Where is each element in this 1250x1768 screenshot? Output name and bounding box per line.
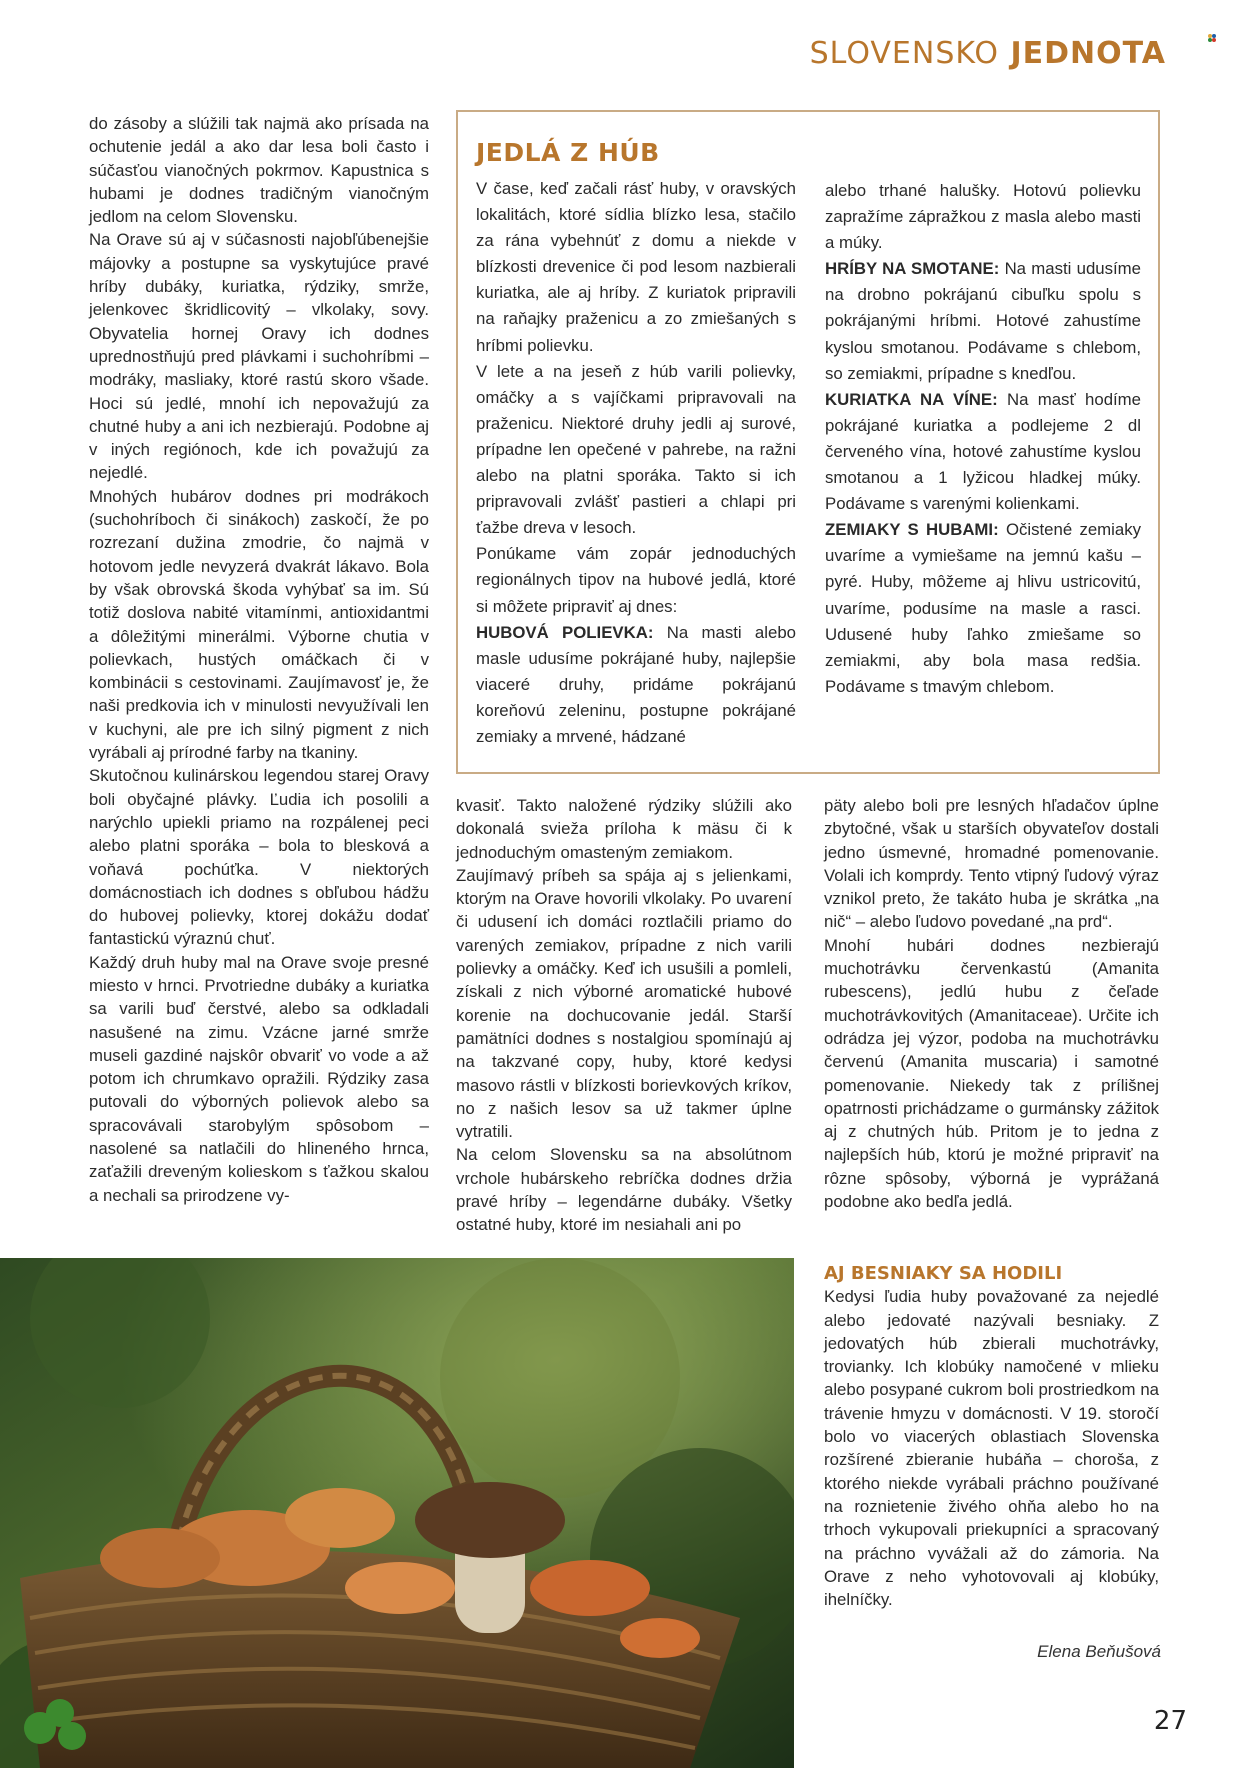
- paragraph: Mnohí hubári dodnes nezbierajú muchotrávku červenkastú (Amanita rubescens), jedlú hubu z čeľade muchotrávkovitých (Amanitaceae). Určite ich odrádza jej výzor, podoba na muchotrávku červenú (Amanita muscaria) i samotné pomenovanie. Niekedy tak z prílišnej opatrnosti prichádzame o gurmánsky zážitok aj z chutných húb. Pritom je to jedna z najlepších húb, ktorú je možné pripraviť na rôzne spôsoby, výborná je vyprážaná podobne ako bedľa jedlá.: [824, 935, 1159, 1212]
- brand-part2: JEDNOTA: [1010, 36, 1166, 71]
- paragraph: Skutočnou kulinárskou legendou starej Oravy boli obyčajné plávky. Ľudia ich posolili a narýchlo upiekli priamo na rozpálenej peci alebo platni sporáka – bola to blesková a voňavá pochúťka. V niektorých domácnostiach ich dodnes s obľubou hádžu do hubovej polievky, ktorej dokážu dodať fantastickú výraznú chuť.: [89, 766, 429, 949]
- recipe-label: ZEMIAKY S HUBAMI:: [825, 520, 999, 540]
- column-middle: [456, 794, 792, 1237]
- page-number: 27: [1153, 1706, 1187, 1736]
- recipe-text: Na masť hodíme pokrájané kuriatka a podlejeme 2 dl červeného vína, hotové zahustíme kyslou smotanou a 1 lyžicou hladkej múky. Podávame s varenými kolienkami.: [825, 389, 1141, 514]
- recipe-zemiaky: [825, 517, 1141, 700]
- column-left: [89, 112, 429, 1207]
- column-right: [824, 794, 1159, 1213]
- paragraph: alebo trhané halušky. Hotovú polievku zapražíme zápražkou z masla alebo masti a múky.: [825, 181, 1141, 253]
- paragraph: V čase, keď začali rásť huby, v oravských lokalitách, ktoré sídlia blízko lesa, stačilo za rána vybehnúť z domu a niekde v blízkosti drevenice či pod lesom nazbierali kuriatka, ale aj hríby. Z kuriatok pripravili na raňajky praženicu a zo zmiešaných s hríbmi polievku.: [476, 179, 796, 355]
- paragraph: V lete a na jeseň z húb varili polievky, omáčky a s vajíčkami pripravovali na praženicu. Niektoré druhy jedli aj surové, prípadne len opečené v pahrebe, na ražni alebo na platni sporáka. Takto si ich pripravovali zvlášť pastieri a chlapi pri ťažbe dreva v lesoch.: [476, 361, 796, 538]
- paragraph: Na Orave sú aj v súčasnosti najobľúbenejšie májovky a postupne sa vyskytujúce pravé hríby dubáky, kuriatka, rýdziky, smrže, jelenkovec škridlicovitý – vlkolaky, sovy. Obyvatelia hornej Oravy ich dodnes uprednostňujú pred plávkami i suchohríbmi – modráky, masliaky, ktoré rastú skoro všade. Hoci sú jedlé, mnohí ich nepovažujú za chutné huby a ani ich nezbierajú. Podobne aj v iných regiónoch, kde ich považujú za nejedlé.: [89, 230, 429, 483]
- paragraph: Na celom Slovensku sa na absolútnom vrchole hubárskeho rebríčka dodnes držia pravé hríby – legendárne dubáky. Všetky ostatné huby, ktoré im nesiahali ani po: [456, 1145, 792, 1235]
- box-title: JEDLÁ Z HÚB: [476, 138, 660, 167]
- paragraph: do zásoby a slúžili tak najmä ako prísada na ochutenie jedál a ako dar lesa boli často i súčasťou vianočných pokrmov. Kapustnica s hubami je dodnes tradičným vianočným jedlom na celom Slovensku.: [89, 114, 429, 227]
- recipes-box: [456, 110, 1160, 774]
- recipe-text: Očistené zemiaky uvaríme a vymiešame na jemnú kašu – pyré. Huby, môžeme aj hlivu ustricovitú, uvaríme, podusíme na masle a rasci. Udusené huby ľahko zmiešame so zemiakmi, aby bola masa redšia. Podávame s tmavým chlebom.: [825, 520, 1141, 696]
- paragraph: Ponúkame vám zopár jednoduchých regionálnych tipov na hubové jedlá, ktoré si môžete pripraviť aj dnes:: [476, 544, 796, 616]
- recipe-label: KURIATKA NA VÍNE:: [825, 389, 998, 409]
- recipe-hubova-polievka: [476, 620, 796, 750]
- paragraph: Mnohých hubárov dodnes pri modrákoch (suchohríboch či sinákoch) zaskočí, že po rozrezaní dužina zmodrie, čo najmä v hotovom jedle nevyzerá dvakrát lákavo. Bola by však obrovská škoda vyhýbať sa im. Sú totiž doslova nabité vitamínmi, antioxidantmi a dôležitými minerálmi. Výborne chutia v polievkach, hustých omáčkach či v kombinácii s cestovinami. Zaujímavosť je, že naši predkovia ich v minulosti nevyužívali len v kuchyni, ale pre ich silný pigment z nich vyrábali aj prírodné farby na tkaniny.: [89, 486, 429, 763]
- besniaky-section: [824, 1262, 1159, 1611]
- recipe-hriby: [825, 256, 1141, 386]
- brand-part1: SLOVENSKO: [809, 36, 1000, 71]
- recipe-label: HUBOVÁ POLIEVKA:: [476, 622, 654, 642]
- box-column-1: [476, 176, 796, 750]
- section-title: AJ BESNIAKY SA HODILI: [824, 1263, 1063, 1284]
- recipe-text: Na masti udusíme na drobno pokrájanú cibuľku spolu s pokrájanými hríbmi. Hotové zahustíme kyslou smotanou. Podávame s chlebom, so zemiakmi, prípadne s knedľou.: [825, 259, 1141, 383]
- paragraph: Každý druh huby mal na Orave svoje presné miesto v hrnci. Prvotriedne dubáky a kuriatka sa varili buď čerstvé, alebo sa odkladali nasušené na zimu. Vzácne jarné smrže museli gazdiné najskôr obvariť vo vode a až potom ich chrumkavo opražili. Rýdziky zasa putovali do výborných polievok alebo sa spracovávali starobylým spôsobom – nasolené sa natlačili do hlineného hrnca, zaťažili dreveným kolieskom s ťažkou skalou a nechali sa prirodzene vy-: [89, 952, 429, 1205]
- brand-dots-icon: [1208, 34, 1216, 42]
- recipe-text: Na masti alebo masle udusíme pokrájané huby, najlepšie viaceré druhy, pridáme pokrájanú koreňovú zeleninu, postupne pokrájané zemiaky a mrvené, hádzané: [476, 622, 796, 746]
- box-column-2: [825, 178, 1141, 700]
- author-name: Elena Beňušová: [1037, 1642, 1161, 1661]
- recipe-label: HRÍBY NA SMOTANE:: [825, 259, 1000, 279]
- paragraph: Kedysi ľudia huby považované za nejedlé alebo jedovaté nazývali besniaky. Z jedovatých húb zbierali muchotrávky, trovianky. Ich klobúky namočené v mlieku alebo posypané cukrom boli prostriedkom na trávenie hmyzu v domácnosti. V 19. storočí bolo vo viacerých oblastiach Slovenska rozšírené zbieranie hubáňa – choroša, z ktorého niekde vyrábali práchno používané na roznietenie živého ohňa alebo ho na trhoch vykupovali priekupníci a spracovaný na práchno vyvážali až do zámoria. Na Orave z neho vyhotovovali aj klobúky, ihelníčky.: [824, 1287, 1159, 1610]
- paragraph: Zaujímavý príbeh sa spája aj s jelienkami, ktorým na Orave hovorili vlkolaky. Po uvarení či udusení ich domáci roztlačili priamo do varených zemiakov, prípadne z nich varili polievky a omáčky. Keď ich usušili a pomleli, získali z nich výborné aromatické hubové korenie na dochucovanie jedál. Starší pamätníci dodnes s nostalgiou spomínajú aj na takzvané copy, huby, ktoré kedysi masovo rástli v blízkosti borievkových kríkov, no z našich lesov sa už takmer úplne vytratili.: [456, 865, 792, 1142]
- paragraph: kvasiť. Takto naložené rýdziky slúžili ako dokonalá svieža príloha k mäsu či k jednoduchým omasteným zemiakom.: [456, 796, 792, 862]
- mushroom-basket-photo: [0, 1258, 794, 1768]
- paragraph: päty alebo boli pre lesných hľadačov úplne zbytočné, však u starších obyvateľov dostali jedno úsmevné, hromadné pomenovanie. Volali ich komprdy. Tento vtipný ľudový výraz vznikol preto, že takáto huba je skrátka „na nič“ – alebo ľudovo povedané „na prd“.: [824, 796, 1159, 932]
- recipe-kuriatka: [825, 387, 1141, 517]
- brand-logo: [810, 36, 1166, 71]
